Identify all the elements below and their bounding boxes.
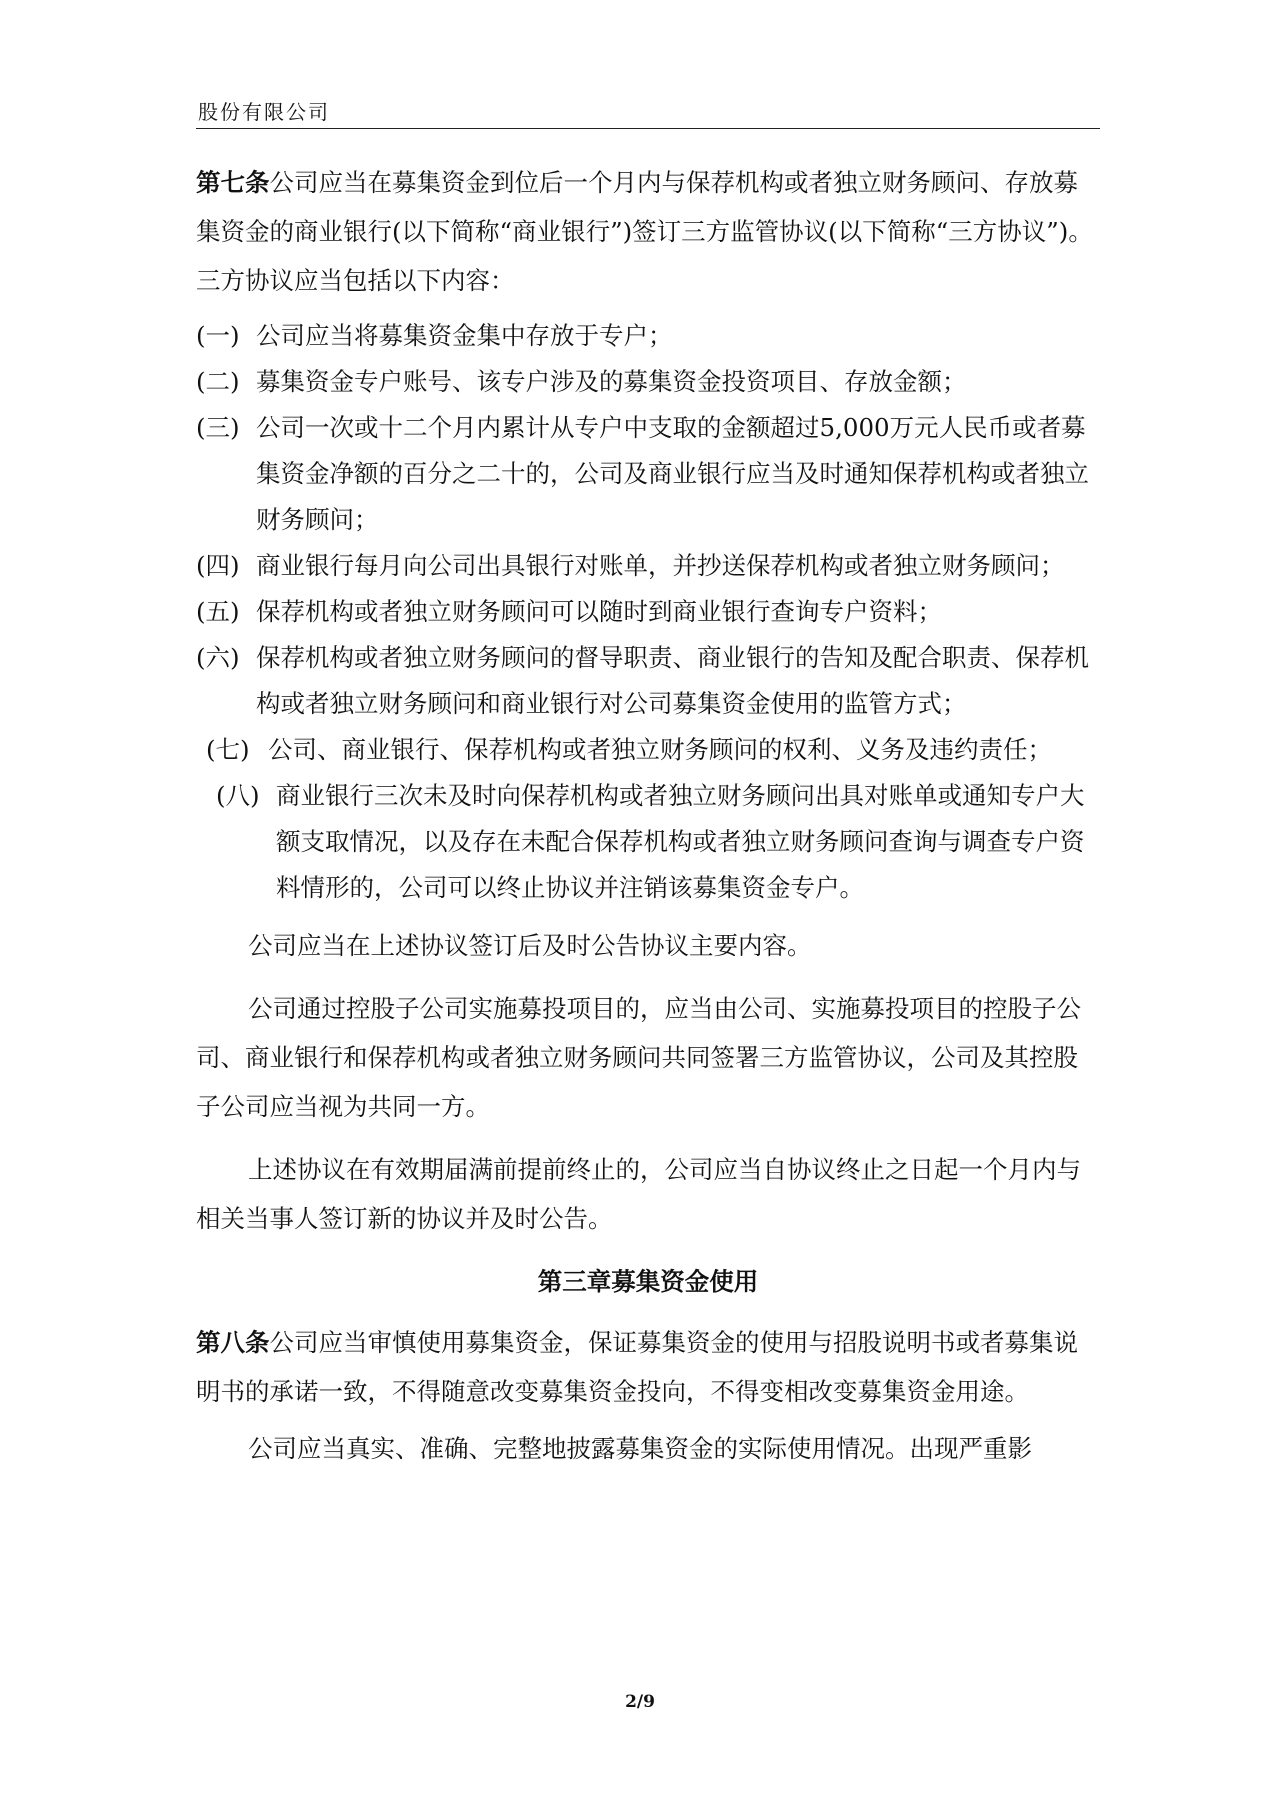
list-marker: (七) [206, 735, 250, 764]
list-marker: (二) [196, 367, 240, 396]
list-marker: (三) [196, 413, 240, 442]
list-marker: (八) [216, 781, 260, 810]
article-8-paragraph [196, 1318, 1100, 1416]
list-item-text: 公司、商业银行、保荐机构或者独立财务顾问的权利、义务及违约责任； [268, 735, 1052, 764]
header-company-name: 股份有限公司 [198, 100, 330, 124]
article-8-number: 第八条 [196, 1328, 270, 1357]
list-marker: (五) [196, 597, 240, 626]
list-item-text: 公司一次或十二个月内累计从专户中支取的金额超过5,000万元人民币或者募集资金净额的百分之二十的，公司及商业银行应当及时通知保荐机构或者独立财务顾问； [256, 413, 1089, 534]
page-header [196, 92, 1100, 129]
list-item [196, 635, 1100, 727]
body-paragraph: 上述协议在有效期届满前提前终止的，公司应当自协议终止之日起一个月内与相关当事人签订新的协议并及时公告。 [196, 1155, 1081, 1233]
list-item-text: 公司应当将募集资金集中存放于专户； [256, 321, 673, 350]
list-item [196, 359, 1100, 405]
list-item-text: 保荐机构或者独立财务顾问可以随时到商业银行查询专户资料； [256, 597, 942, 626]
list-item-text: 保荐机构或者独立财务顾问的督导职责、商业银行的告知及配合职责、保荐机构或者独立财务顾问和商业银行对公司募集资金使用的监管方式； [256, 643, 1089, 718]
list-item-text: 商业银行每月向公司出具银行对账单，并抄送保荐机构或者独立财务顾问； [256, 551, 1065, 580]
body-paragraph: 公司应当在上述协议签订后及时公告协议主要内容。 [248, 931, 812, 960]
article-8-text: 公司应当审慎使用募集资金，保证募集资金的使用与招股说明书或者募集说明书的承诺一致，不得随意改变募集资金投向，不得变相改变募集资金用途。 [196, 1328, 1078, 1406]
chapter-title: 第三章募集资金使用 [537, 1267, 759, 1296]
list-item-text: 商业银行三次未及时向保荐机构或者独立财务顾问出具对账单或通知专户大额支取情况，以及存在未配合保荐机构或者独立财务顾问查询与调查专户资料情形的，公司可以终止协议并注销该募集资金专户。 [276, 781, 1085, 902]
article-7-list [196, 313, 1100, 911]
list-item [196, 543, 1100, 589]
list-item [196, 405, 1100, 543]
list-marker: (六) [196, 643, 240, 672]
body-paragraph: 公司通过控股子公司实施募投项目的，应当由公司、实施募投项目的控股子公司、商业银行和保荐机构或者独立财务顾问共同签署三方监管协议，公司及其控股子公司应当视为共同一方。 [196, 994, 1081, 1121]
list-item [196, 727, 1100, 773]
body-paragraph: 公司应当真实、准确、完整地披露募集资金的实际使用情况。出现严重影 [248, 1434, 1032, 1463]
list-item [196, 589, 1100, 635]
article-7-number: 第七条 [196, 168, 270, 197]
document-body [196, 158, 1100, 1487]
page-number: 2/9 [625, 1692, 655, 1712]
article-7-text: 公司应当在募集资金到位后一个月内与保荐机构或者独立财务顾问、存放募集资金的商业银行(以下简称“商业银行”)签订三方监管协议(以下简称“三方协议”)。三方协议应当包括以下内容： [196, 168, 1093, 295]
list-item [196, 773, 1100, 911]
list-marker: (一) [196, 321, 240, 350]
list-item [196, 313, 1100, 359]
list-marker: (四) [196, 551, 240, 580]
article-7-paragraph [196, 158, 1100, 305]
list-item-text: 募集资金专户账号、该专户涉及的募集资金投资项目、存放金额； [256, 367, 967, 396]
